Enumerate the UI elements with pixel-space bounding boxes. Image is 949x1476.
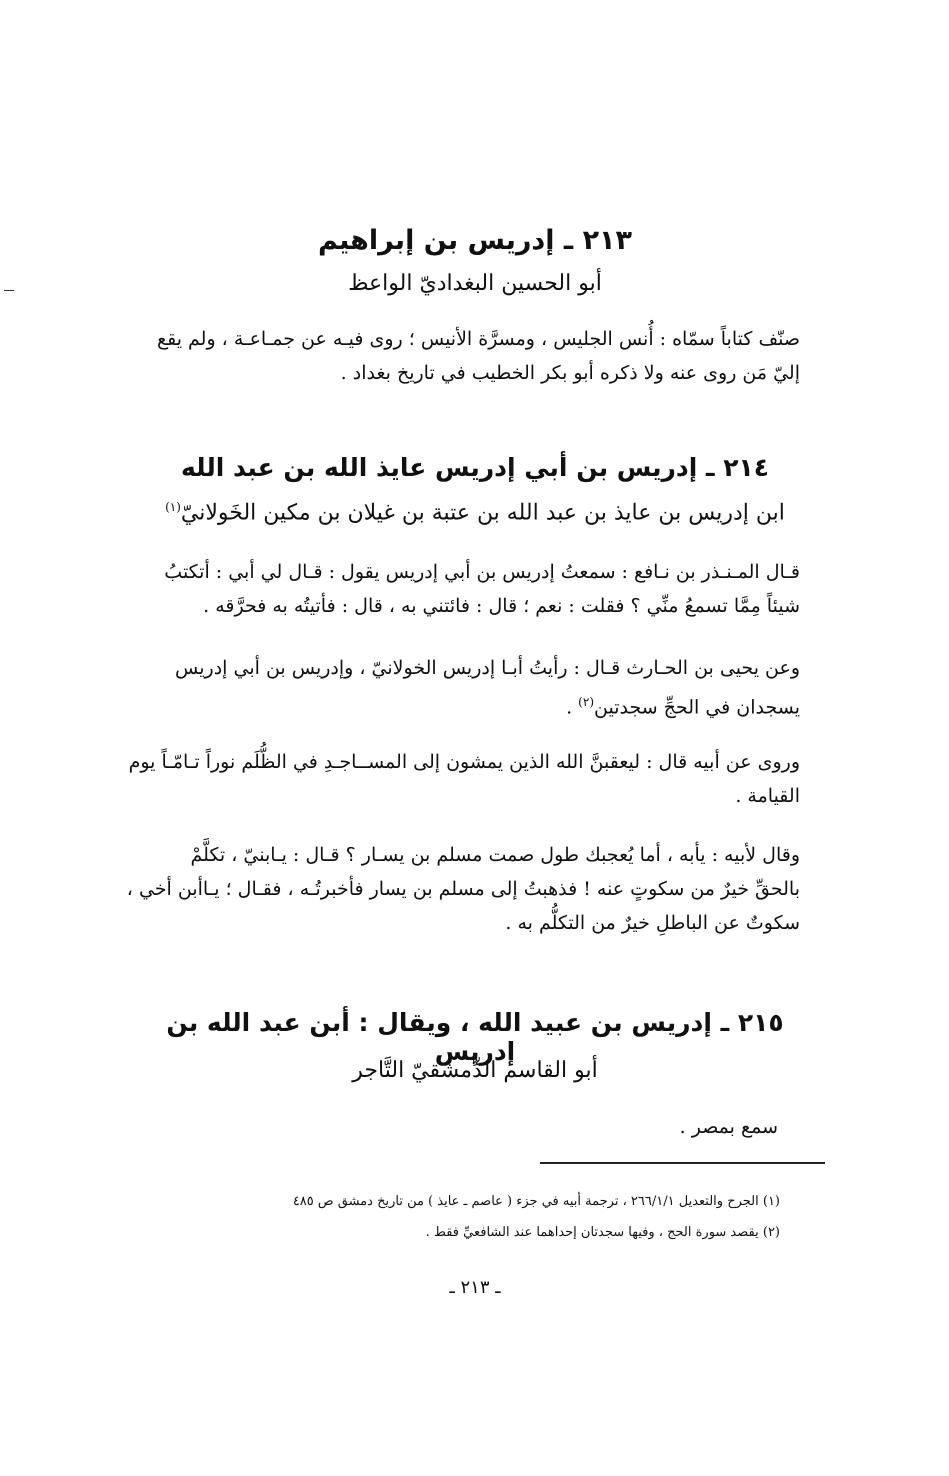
footnote-ref-2: (٢) — [578, 695, 594, 709]
entry-213-subheading: أبو الحسين البغداديّ الواعظ — [348, 271, 602, 296]
text-line: سمع بمصر . — [679, 1116, 778, 1138]
entry-215-paragraph — [145, 1110, 800, 1144]
entry-214-heading: ٢١٤ ـ إدريس بن أبي إدريس عايذ الله بن عبد الله — [180, 453, 770, 482]
footnote-separator — [540, 1162, 825, 1164]
entry-214-paragraph-4 — [126, 838, 800, 940]
text-line: شيئاً مِمَّا تسمعُ منِّي ؟ فقلت : نعم ؛ قال : فائتني به ، قال : فأتيتُه به فحرَّقه . — [203, 595, 800, 617]
text-line: وعن يحيى بن الحـارث قـال : رأيتُ أبـا إدريس الخولانيّ ، وإدريس بن أبي إدريس — [175, 657, 800, 679]
text-line — [145, 685, 800, 724]
footnote-2: (٢) يقصد سورة الحج ، وفيها سجدتان إحداهما عند الشافعيِّ فقط . — [425, 1225, 780, 1240]
text-line: قـال المـنـذر بن نـافع : سمعتُ إدريس بن أبي إدريس يقول : قـال لي أبي : أتكتبُ — [164, 561, 800, 583]
text-run: . — [566, 696, 579, 719]
text-line: بالحقِّ خيرٌ من سكوتٍ عنه ! فذهبتُ إلى مسلم بن يسار فأخبرتُـه ، فقـال ؛ يـاأبن أخي ، — [126, 878, 800, 900]
entry-214-subheading — [150, 500, 800, 525]
footnote-ref-1: (١) — [165, 500, 181, 514]
text-line: إليّ مَن روى عنه ولا ذكره أبو بكر الخطيب في تاريخ بغداد . — [340, 362, 800, 384]
entry-213-heading: ٢١٣ ـ إدريس بن إبراهيم — [317, 225, 633, 256]
entry-215-heading: ٢١٥ ـ إدريس بن عبيد الله ، ويقال : أبن عبد الله بن إدريس — [166, 1008, 784, 1066]
text-line: سكوتٌ عن الباطلِ خيرٌ من التكلُّم به . — [505, 912, 800, 934]
entry-214-paragraph-3 — [128, 745, 800, 813]
footnote-1: (١) الجرح والتعديل ٢٦٦/١/١ ، ترجمة أبيه في جزء ( عاصم ـ عايذ ) من تاريخ دمشق ص ٤٨٥ — [292, 1194, 780, 1209]
subheading-text: ابن إدريس بن عايذ بن عبد الله بن عتبة بن غيلان بن مكين الخَولانيّ — [180, 500, 785, 526]
text-line: القيامة . — [735, 785, 800, 807]
entry-213-paragraph — [145, 322, 800, 390]
text-line: وروى عن أبيه قال : ليعقبنَّ الله الذين يمشون إلى المســاجـدِ في الظُّلَم نوراً تـامّـاً يوم — [128, 751, 800, 773]
text-run: يسجدان في الحجِّ سجدتين — [594, 696, 800, 719]
text-line: وقال لأبيه : يأبه ، أما يُعجبك طول صمت مسلم بن يسـار ؟ قـال : يـابنيّ ، تكلَّمْ — [190, 844, 800, 866]
text-line: صنّف كتاباً سمّاه : أُنس الجليس ، ومسرَّة الأنيس ؛ روى فيـه عن جمـاعـة ، ولم يقع — [156, 328, 800, 350]
entry-214-paragraph-2 — [145, 651, 800, 724]
page-number: ـ ٢١٣ ـ — [449, 1277, 501, 1298]
entry-214-paragraph-1 — [145, 555, 800, 623]
margin-mark — [4, 290, 14, 291]
entry-215-subheading: أبو القاسم الدِّمشقيّ التَّاجر — [352, 1058, 598, 1083]
